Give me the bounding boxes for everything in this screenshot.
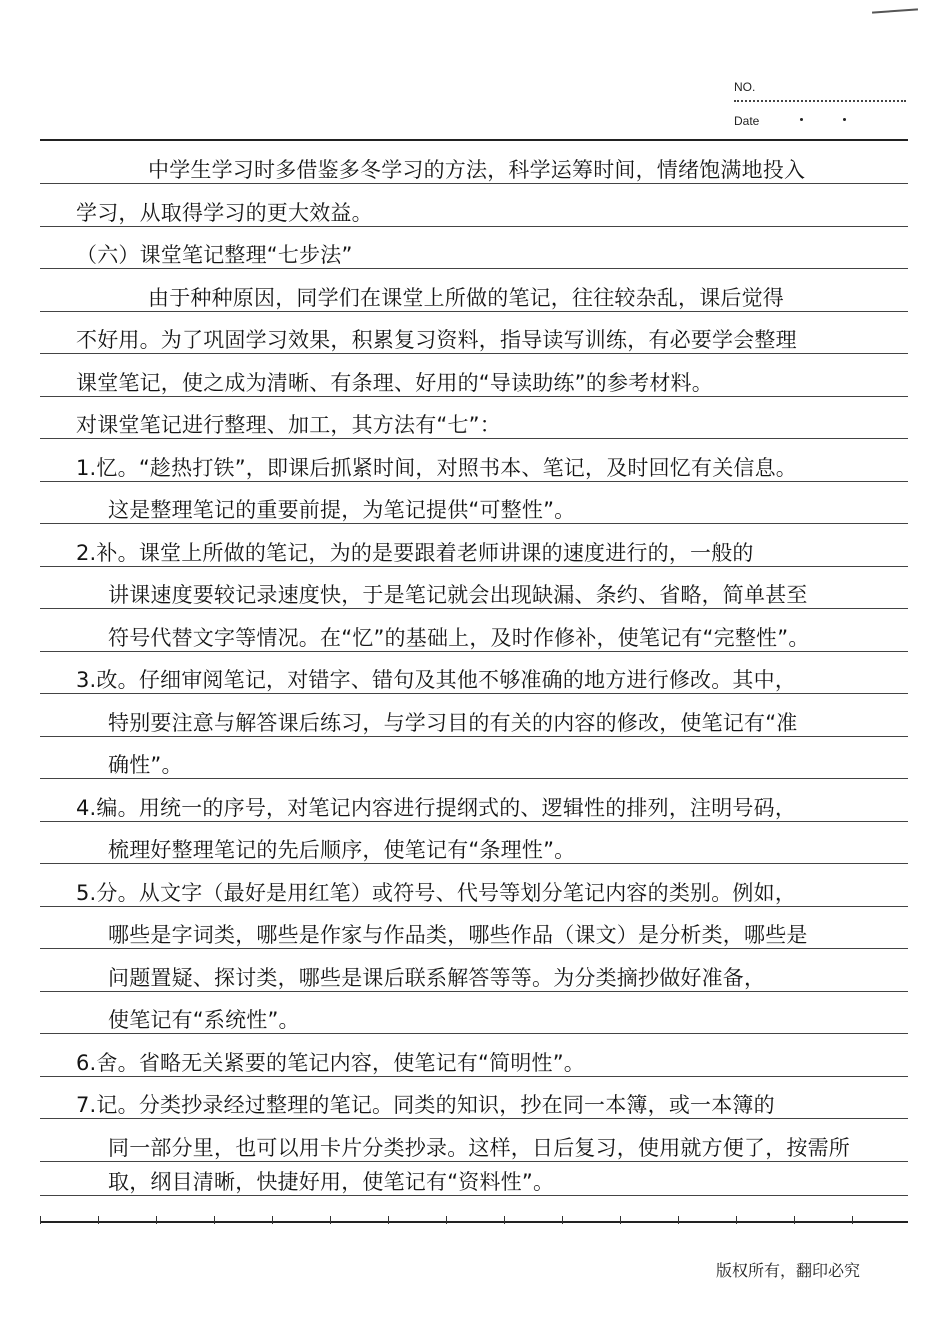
ruled-line [40,693,908,694]
ruled-line [40,396,908,397]
list-item-4: 4.编。用统一的序号，对笔记内容进行提纲式的、逻辑性的排列，注明号码， [76,796,797,820]
list-item-1: 1.忆。“趁热打铁”，即课后抓紧时间，对照书本、笔记，及时回忆有关信息。 [76,456,797,480]
note-line: 使笔记有“系统性”。 [108,1008,300,1032]
ruled-line [40,863,908,864]
note-line: 特别要注意与解答课后练习，与学习目的有关的内容的修改，使笔记有“准 [108,711,798,735]
note-line: 学习，从取得学习的更大效益。 [76,201,373,225]
note-line: 不好用。为了巩固学习效果，积累复习资料，指导读写训练，有必要学会整理 [76,328,797,352]
note-line: 梳理好整理笔记的先后顺序，使笔记有“条理性”。 [108,838,576,862]
list-item-5: 5.分。从文字（最好是用红笔）或符号、代号等划分笔记内容的类别。例如， [76,881,797,905]
notebook-date-label: Date [734,114,760,128]
ruled-line [40,821,908,822]
note-line: 对课堂笔记进行整理、加工，其方法有“七”： [76,413,501,437]
list-item-3: 3.改。仔细审阅笔记，对错字、错句及其他不够准确的地方进行修改。其中， [76,668,797,692]
ruled-line [40,481,908,482]
ruled-line [40,183,908,184]
date-separator-dot [843,118,846,121]
ruled-line [40,1076,908,1077]
page-top-rule [40,139,908,141]
note-line: 同一部分里，也可以用卡片分类抄录。这样，日后复习，使用就方便了，按需所 [108,1136,850,1160]
note-line: 讲课速度要较记录速度快，于是笔记就会出现缺漏、条约、省略，简单甚至 [108,583,808,607]
note-line: 由于种种原因，同学们在课堂上所做的笔记，往往较杂乱，课后觉得 [148,286,784,310]
ruled-line [40,991,908,992]
ruled-line [40,226,908,227]
ruled-line [40,651,908,652]
ruled-line [40,523,908,524]
copyright-notice: 版权所有，翻印必究 [716,1261,861,1280]
list-item-6: 6.舍。省略无关紧要的笔记内容，使笔记有“简明性”。 [76,1051,585,1075]
ruled-line [40,948,908,949]
list-item-7: 7.记。分类抄录经过整理的笔记。同类的知识，抄在同一本簿，或一本簿的 [76,1093,775,1117]
ruled-line [40,353,908,354]
ruled-line [40,438,908,439]
ruled-line [40,906,908,907]
ruled-line [40,566,908,567]
ruled-line [40,268,908,269]
note-line: 这是整理笔记的重要前提，为笔记提供“可整性”。 [108,498,576,522]
ruled-line [40,311,908,312]
note-line: 中学生学习时多借鉴多冬学习的方法，科学运筹时间，情绪饱满地投入 [148,158,806,182]
ruled-line [40,778,908,779]
ruled-line [40,1033,908,1034]
note-line: 哪些是字词类，哪些是作家与作品类，哪些作品（课文）是分析类，哪些是 [108,923,808,947]
notebook-no-label: NO. [734,80,756,94]
ruled-line [40,736,908,737]
ruled-line [40,608,908,609]
note-line: 问题置疑、探讨类，哪些是课后联系解答等等。为分类摘抄做好准备， [108,966,766,990]
note-line: 确性”。 [108,753,183,777]
note-line: 取，纲目清晰，快捷好用，使笔记有“资料性”。 [108,1170,555,1194]
ruled-line [40,1118,908,1119]
list-item-2: 2.补。课堂上所做的笔记，为的是要跟着老师讲课的速度进行的，一般的 [76,541,754,565]
corner-pen-mark [872,8,918,13]
page-bottom-ticks [40,1216,908,1224]
notebook-no-dotted-line [734,100,906,102]
ruled-line [40,1161,908,1162]
date-separator-dot [800,118,803,121]
section-heading: （六）课堂笔记整理“七步法” [76,243,353,267]
note-line: 符号代替文字等情况。在“忆”的基础上，及时作修补，使笔记有“完整性”。 [108,626,810,650]
note-line: 课堂笔记，使之成为清晰、有条理、好用的“导读助练”的参考材料。 [76,371,713,395]
ruled-line [40,1195,908,1196]
